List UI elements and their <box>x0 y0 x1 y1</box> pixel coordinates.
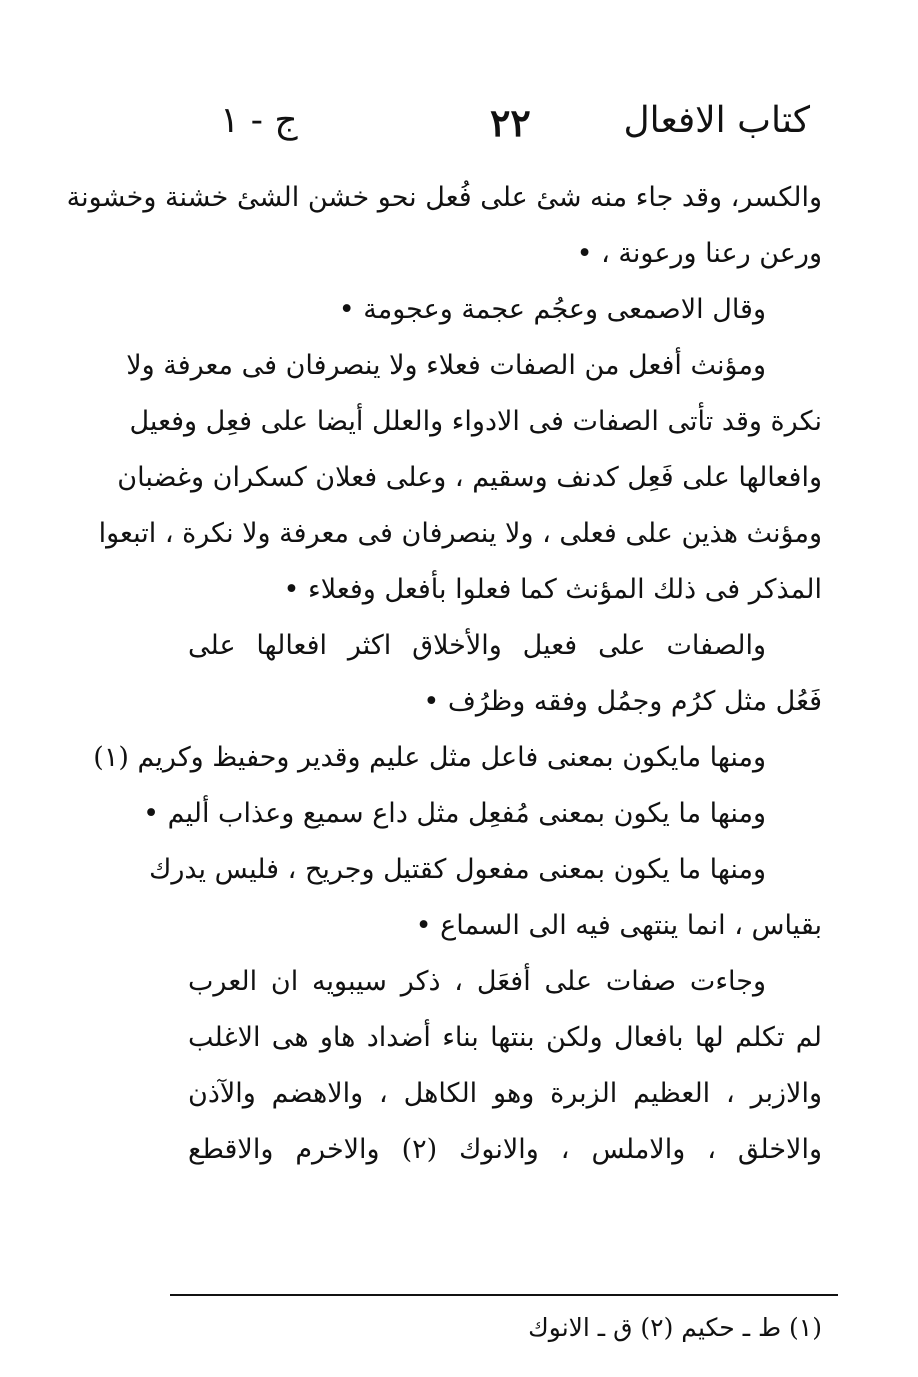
footnotes: (١) ط ـ حكيم (٢) ق ـ الانوك <box>528 1313 822 1342</box>
volume-label: ج - ١ <box>220 100 298 141</box>
text-line: لم تكلم لها بافعال ولكن بنتها بناء أضداد هاو هى الاغلب <box>188 1022 822 1053</box>
book-title: كتاب الافعال <box>623 100 810 141</box>
text-line: ورعن رعنا ورعونة ، • <box>576 238 822 269</box>
text-line: وجاءت صفات على أفعَل ، ذكر سيبويه ان العرب <box>188 966 766 997</box>
text-line: نكرة وقد تأتى الصفات فى الادواء والعلل أيضا على فعِل وفعيل <box>129 406 822 437</box>
text-line: ومؤنث هذين على فعلى ، ولا ينصرفان فى معرفة ولا نكرة ، اتبعوا <box>98 518 822 549</box>
text-line: ومؤنث أفعل من الصفات فعلاء ولا ينصرفان فى معرفة ولا <box>126 350 766 381</box>
text-line: ومنها ما يكون بمعنى مفعول كقتيل وجريح ، فليس يدرك <box>149 854 766 885</box>
text-line: بقياس ، انما ينتهى فيه الى السماع • <box>415 910 822 941</box>
text-line: وقال الاصمعى وعجُم عجمة وعجومة • <box>338 294 766 325</box>
text-line: والازبر ، العظيم الزبرة وهو الكاهل ، والاهضم والآذن <box>188 1078 822 1109</box>
body-text <box>66 170 822 1178</box>
text-line: المذكر فى ذلك المؤنث كما فعلوا بأفعل وفعلاء • <box>283 574 822 605</box>
text-line: والاخلق ، والاملس ، والانوك (٢) والاخرم والاقطع <box>188 1134 822 1165</box>
footnote-divider <box>170 1294 838 1296</box>
text-line: ومنها ما يكون بمعنى مُفعِل مثل داع سميع وعذاب أليم • <box>143 798 766 829</box>
text-line: فَعُل مثل كرُم وجمُل وفقه وظرُف • <box>423 686 822 717</box>
text-line: والصفات على فعيل والأخلاق اكثر افعالها على <box>188 630 766 661</box>
text-line: والكسر، وقد جاء منه شئ على فُعل نحو خشن الشئ خشنة وخشونة <box>66 182 822 213</box>
page-header <box>200 100 820 160</box>
page-number: ٢٢ <box>490 100 531 145</box>
text-line: وافعالها على فَعِل كدنف وسقيم ، وعلى فعلان كسكران وغضبان <box>117 462 822 493</box>
text-line: ومنها مايكون بمعنى فاعل مثل عليم وقدير وحفيظ وكريم (١) <box>93 742 766 773</box>
